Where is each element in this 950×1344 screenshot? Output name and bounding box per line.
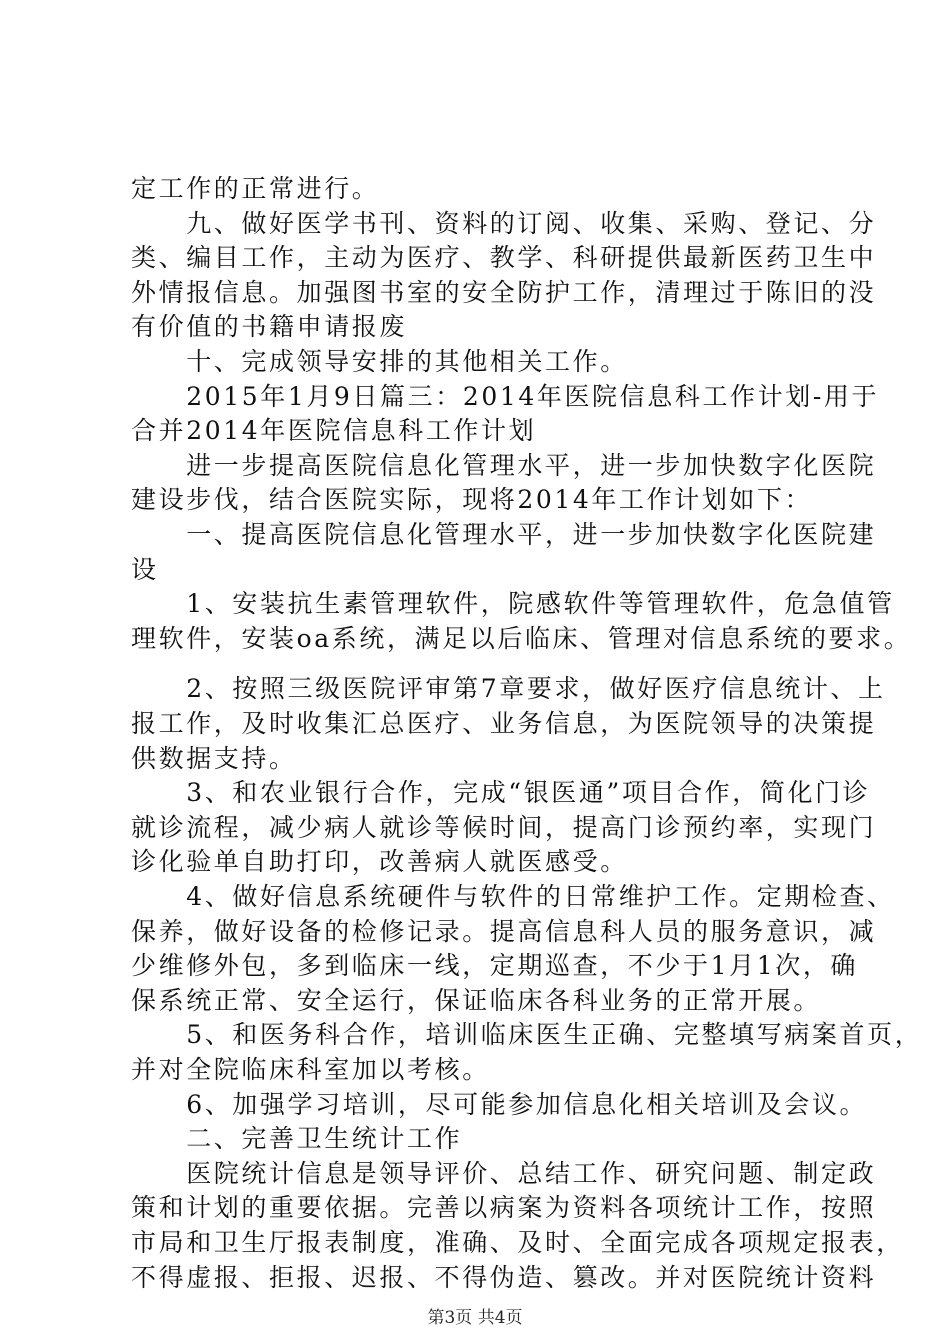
text-line: 5、和医务科合作，培训临床医生正确、完整填写病案首页， [131, 1020, 923, 1049]
text-line: 就诊流程，减少病人就诊等候时间，提高门诊预约率，实现门 [131, 813, 877, 842]
text-line: 供数据支持。 [131, 744, 297, 773]
text-line: 6、加强学习培训，尽可能参加信息化相关培训及会议。 [131, 1090, 868, 1119]
text-line: 市局和卫生厅报表制度，准确、及时、全面完成各项规定报表， [131, 1228, 904, 1257]
text-line: 4、做好信息系统硬件与软件的日常维护工作。定期检查、 [131, 882, 895, 911]
text-line: 策和计划的重要依据。完善以病案为资料各项统计工作，按照 [131, 1193, 877, 1222]
text-line: 2015年1月9日篇三：2014年医院信息科工作计划-用于 [131, 382, 880, 411]
text-line: 并对全院临床科室加以考核。 [131, 1055, 490, 1084]
text-line: 类、编目工作，主动为医疗、教学、科研提供最新医药卫生中 [131, 243, 877, 272]
text-line: 定工作的正常进行。 [131, 174, 380, 203]
text-line: 十、完成领导安排的其他相关工作。 [131, 347, 628, 376]
text-line: 建设步伐，结合医院实际，现将2014年工作计划如下： [131, 485, 813, 514]
text-line: 外情报信息。加强图书室的安全防护工作，清理过于陈旧的没 [131, 278, 877, 307]
text-line: 报工作，及时收集汇总医疗、业务信息，为医院领导的决策提 [131, 709, 877, 738]
text-line: 二、完善卫生统计工作 [131, 1124, 463, 1153]
page-footer: 第3页 共4页 [427, 1308, 523, 1328]
text-line: 合并2014年医院信息科工作计划 [131, 416, 537, 445]
text-line: 进一步提高医院信息化管理水平，进一步加快数字化医院 [131, 451, 877, 480]
text-line: 少维修外包，多到临床一线，定期巡查，不少于1月1次，确 [131, 951, 859, 980]
text-line: 设 [131, 555, 159, 584]
text-line: 1、安装抗生素管理软件，院感软件等管理软件，危急值管 [131, 589, 895, 618]
text-line: 3、和农业银行合作，完成“银医通”项目合作，简化门诊 [131, 778, 871, 807]
text-line: 九、做好医学书刊、资料的订阅、收集、采购、登记、分 [131, 209, 877, 238]
text-line: 理软件，安装oa系统，满足以后临床、管理对信息系统的要求。 [131, 624, 912, 653]
text-line: 不得虚报、拒报、迟报、不得伪造、篡改。并对医院统计资料 [131, 1263, 877, 1292]
text-line: 保系统正常、安全运行，保证临床各科业务的正常开展。 [131, 986, 822, 1015]
text-line: 诊化验单自助打印，改善病人就医感受。 [131, 847, 628, 876]
text-line: 保养，做好设备的检修记录。提高信息科人员的服务意识，减 [131, 917, 877, 946]
text-line: 2、按照三级医院评审第7章要求，做好医疗信息统计、上 [131, 674, 886, 703]
text-line: 有价值的书籍申请报废 [131, 312, 408, 341]
text-line: 一、提高医院信息化管理水平，进一步加快数字化医院建 [131, 520, 877, 549]
text-line: 医院统计信息是领导评价、总结工作、研究问题、制定政 [131, 1159, 877, 1188]
